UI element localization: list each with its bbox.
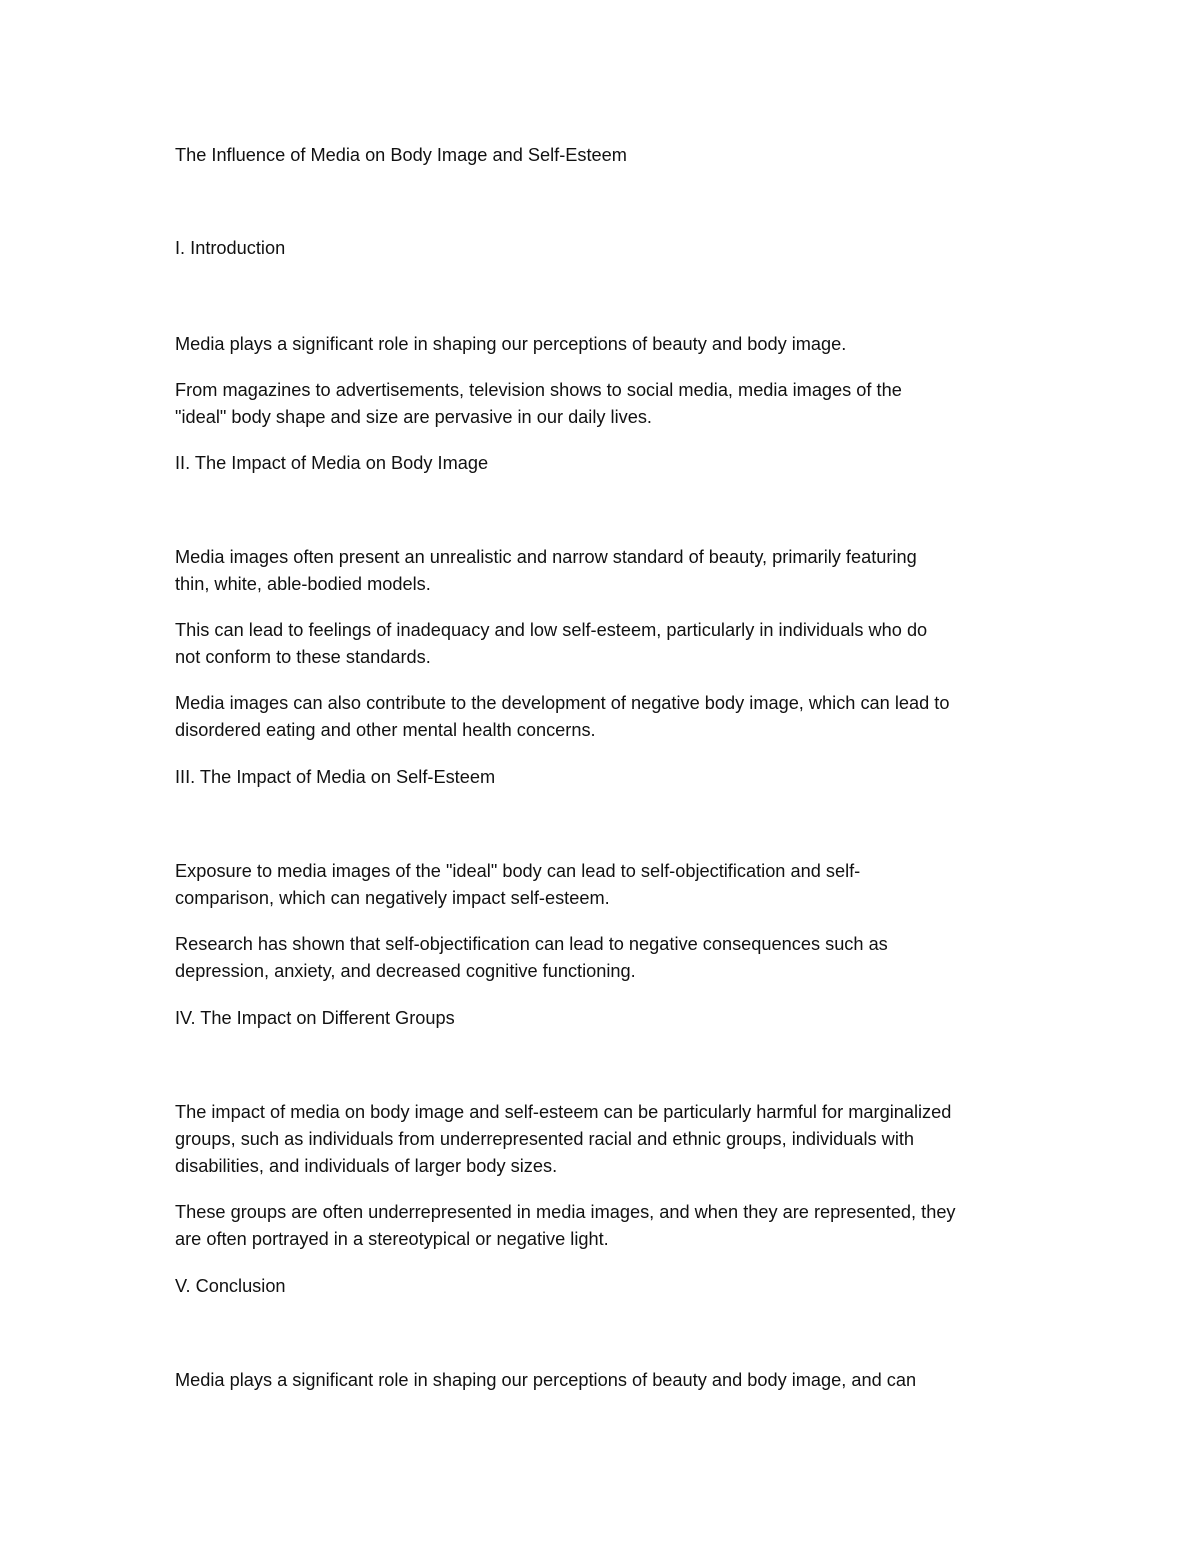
- section-heading-self-esteem: III. The Impact of Media on Self-Esteem: [175, 767, 496, 787]
- paragraph-line: Media plays a significant role in shaping our perceptions of beauty and body image.: [175, 334, 847, 354]
- section-heading-different-groups: IV. The Impact on Different Groups: [175, 1008, 455, 1028]
- paragraph-line: comparison, which can negatively impact self-esteem.: [175, 888, 610, 908]
- section-heading-body-image: II. The Impact of Media on Body Image: [175, 453, 489, 473]
- paragraph-line: groups, such as individuals from underrepresented racial and ethnic groups, individuals with: [175, 1129, 915, 1149]
- paragraph-line: The impact of media on body image and self-esteem can be particularly harmful for marginalized: [175, 1102, 952, 1122]
- paragraph-line: depression, anxiety, and decreased cognitive functioning.: [175, 961, 636, 981]
- paragraph-line: From magazines to advertisements, television shows to social media, media images of the: [175, 380, 902, 400]
- paragraph-line: Media images often present an unrealistic and narrow standard of beauty, primarily featuring: [175, 547, 917, 567]
- section-heading-conclusion: V. Conclusion: [175, 1276, 286, 1296]
- document-title: The Influence of Media on Body Image and Self-Esteem: [175, 145, 627, 165]
- paragraph-line: Exposure to media images of the "ideal" body can lead to self-objectification and self-: [175, 861, 861, 881]
- paragraph-line: disordered eating and other mental health concerns.: [175, 720, 596, 740]
- paragraph-line: are often portrayed in a stereotypical or negative light.: [175, 1229, 609, 1249]
- paragraph-line: thin, white, able-bodied models.: [175, 574, 431, 594]
- paragraph-line: "ideal" body shape and size are pervasive in our daily lives.: [175, 407, 652, 427]
- paragraph-line: not conform to these standards.: [175, 647, 431, 667]
- paragraph-line: Media plays a significant role in shaping our perceptions of beauty and body image, and can: [175, 1370, 917, 1390]
- paragraph-line: These groups are often underrepresented in media images, and when they are represented, they: [175, 1202, 956, 1222]
- paragraph-line: disabilities, and individuals of larger body sizes.: [175, 1156, 558, 1176]
- section-heading-introduction: I. Introduction: [175, 238, 286, 258]
- paragraph-line: This can lead to feelings of inadequacy and low self-esteem, particularly in individuals who do: [175, 620, 928, 640]
- paragraph-line: Media images can also contribute to the development of negative body image, which can lead to: [175, 693, 950, 713]
- paragraph-line: Research has shown that self-objectification can lead to negative consequences such as: [175, 934, 888, 954]
